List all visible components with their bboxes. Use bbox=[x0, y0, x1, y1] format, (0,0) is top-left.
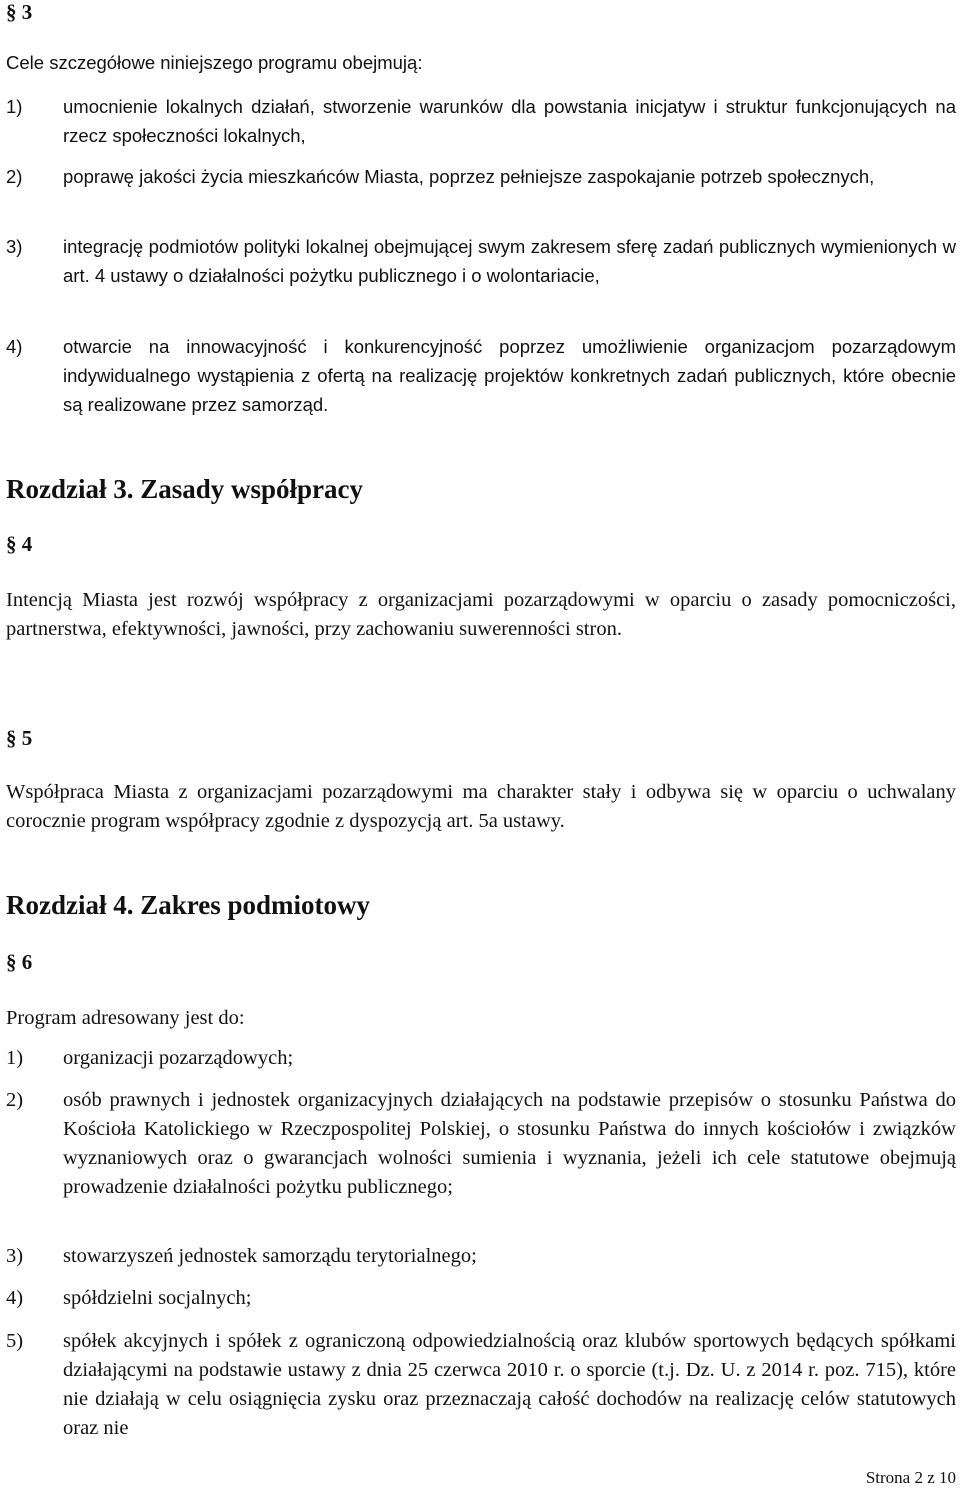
section-6-intro: Program adresowany jest do: bbox=[6, 1007, 245, 1029]
list-item bbox=[6, 162, 956, 191]
list-item-number: 4) bbox=[6, 1287, 24, 1309]
list-item-text: spółek akcyjnych i spółek z ograniczoną odpowiedzialnością oraz klubów sportowych będących spółkami działającymi na podstawie ustawy z dnia 25 czerwca 2010 r. o sporcie (t.j. Dz. U. z 2014 r. poz. 715), które nie działają w celu osiągnięcia zysku oraz przeznaczają całość dochodów na realizację celów statutowych oraz nie bbox=[63, 1330, 956, 1439]
list-item-text: osób prawnych i jednostek organizacyjnych działających na podstawie przepisów o stosunku Państwa do Kościoła Katolickiego w Rzeczpospolitej Polskiej, o stosunku Państwa do innych kościołów i związków wyznaniowych oraz o gwarancjach wolności sumienia i wyznania, jeżeli ich cele statutowe obejmują prowadzenie działalności pożytku publicznego; bbox=[63, 1089, 956, 1198]
list-item-number: 1) bbox=[6, 96, 23, 117]
list-item-number: 2) bbox=[6, 1089, 24, 1111]
section-3-intro: Cele szczegółowe niniejszego programu obejmują: bbox=[6, 52, 423, 73]
list-item bbox=[6, 1044, 956, 1073]
section-4-heading: § 4 bbox=[6, 532, 33, 556]
list-item-text: poprawę jakości życia mieszkańców Miasta, poprzez pełniejsze zaspokajanie potrzeb społecznych, bbox=[63, 166, 875, 187]
list-item-text: spółdzielni socjalnych; bbox=[63, 1287, 252, 1309]
list-item bbox=[6, 332, 956, 419]
list-item-text: stowarzyszeń jednostek samorządu terytorialnego; bbox=[63, 1245, 477, 1267]
list-item-text: otwarcie na innowacyjność i konkurencyjność poprzez umożliwienie organizacjom pozarządowym indywidualnego wystąpienia z ofertą na realizację projektów konkretnych zadań publicznych, które obecnie są realizowane przez samorząd. bbox=[63, 336, 956, 415]
list-item bbox=[6, 1086, 956, 1202]
list-item bbox=[6, 92, 956, 150]
section-3-heading: § 3 bbox=[6, 0, 33, 24]
list-item bbox=[6, 1284, 956, 1313]
list-item-number: 4) bbox=[6, 336, 23, 357]
list-item bbox=[6, 232, 956, 290]
page-number-footer: Strona 2 z 10 bbox=[865, 1468, 956, 1487]
section-5-text: Współpraca Miasta z organizacjami pozarządowymi ma charakter stały i odbywa się w oparciu o uchwalany corocznie program współpracy zgodnie z dyspozycją art. 5a ustawy. bbox=[6, 781, 956, 832]
list-item-text: integrację podmiotów polityki lokalnej obejmującej swym zakresem sferę zadań publicznych wymienionych w art. 4 ustawy o działalności pożytku publicznego i o wolontariacie, bbox=[63, 236, 956, 286]
list-item-number: 2) bbox=[6, 166, 23, 187]
section-6-heading: § 6 bbox=[6, 950, 33, 974]
chapter-4-heading: Rozdział 4. Zakres podmiotowy bbox=[6, 890, 371, 920]
list-item-number: 3) bbox=[6, 1245, 24, 1267]
list-item bbox=[6, 1327, 956, 1443]
list-item-number: 5) bbox=[6, 1330, 24, 1352]
list-item-number: 3) bbox=[6, 236, 23, 257]
chapter-3-heading: Rozdział 3. Zasady współpracy bbox=[6, 474, 364, 504]
list-item-text: organizacji pozarządowych; bbox=[63, 1047, 294, 1069]
list-item-text: umocnienie lokalnych działań, stworzenie warunków dla powstania inicjatyw i struktur funkcjonujących na rzecz społeczności lokalnych, bbox=[63, 96, 956, 146]
list-item-number: 1) bbox=[6, 1047, 24, 1069]
section-5-heading: § 5 bbox=[6, 726, 33, 750]
list-item bbox=[6, 1242, 956, 1271]
section-4-text: Intencją Miasta jest rozwój współpracy z organizacjami pozarządowymi w oparciu o zasady pomocniczości, partnerstwa, efektywności, jawności, przy zachowaniu suwerenności stron. bbox=[6, 589, 956, 640]
